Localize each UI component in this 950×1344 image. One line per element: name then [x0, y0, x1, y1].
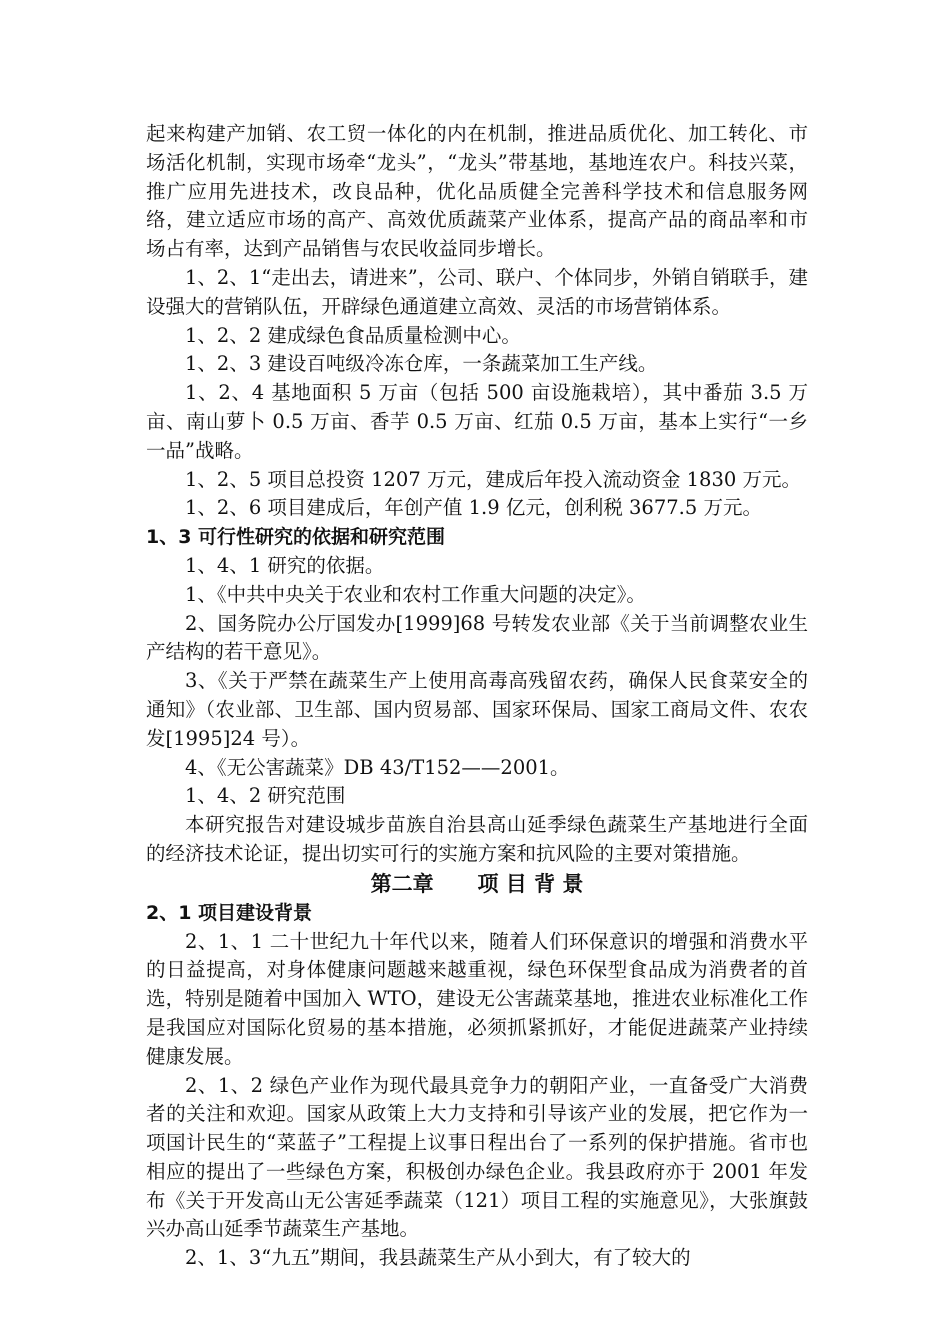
paragraph-1-2-4: 1、2、4 基地面积 5 万亩（包括 500 亩设施栽培），其中番茄 3.5 万亩、南山萝卜 0.5 万亩、香芋 0.5 万亩、红茄 0.5 万亩，基本上实行“一乡一品”战略。: [146, 381, 808, 462]
paragraph-1-2-1: 1、2、1“走出去，请进来”，公司、联户、个体同步，外销自销联手，建设强大的营销队伍，开辟绿色通道建立高效、灵活的市场营销体系。: [146, 265, 808, 318]
paragraph-intro-continuation: 起来构建产加销、农工贸一体化的内在机制，推进品质优化、加工转化、市场活化机制，实现市场牵“龙头”，“龙头”带基地，基地连农户。科技兴菜，推广应用先进技术，改良品种，优化品质健全完善科学技术和信息服务网络，建立适应市场的高产、高效优质蔬菜产业体系，提高产品的商品率和市场占有率，达到产品销售与农民收益同步增长。: [146, 122, 808, 261]
list-item-basis-3: 3、《关于严禁在蔬菜生产上使用高毒高残留农药，确保人民食菜安全的通知》（农业部、卫生部、国内贸易部、国家环保局、国家工商局文件、农农发[1995]24 号）。: [146, 669, 808, 750]
list-item-basis-2: 2、国务院办公厅国发办[1999]68 号转发农业部《关于当前调整农业生产结构的若干意见》。: [146, 611, 808, 664]
paragraph-2-1-1: 2、1、1 二十世纪九十年代以来，随着人们环保意识的增强和消费水平的日益提高，对身体健康问题越来越重视，绿色环保型食品成为消费者的首选，特别是随着中国加入 WTO，建设无公害蔬菜基地，推进农业标准化工作是我国应对国际化贸易的基本措施，必须抓紧抓好，才能促进蔬菜产业持续健康发展。: [146, 929, 808, 1068]
list-item-basis-1: 1、《中共中央关于农业和农村工作重大问题的决定》。: [185, 582, 646, 606]
section-heading-1-3: 1、3 可行性研究的依据和研究范围: [146, 526, 446, 549]
paragraph-2-1-3: 2、1、3“九五”期间，我县蔬菜生产从小到大，有了较大的: [185, 1246, 691, 1270]
paragraph-1-4-2: 1、4、2 研究范围: [185, 784, 346, 808]
chapter-title: 第二章 项 目 背 景: [370, 871, 584, 896]
paragraph-1-4-1: 1、4、1 研究的依据。: [185, 553, 385, 577]
paragraph-2-1-2: 2、1、2 绿色产业作为现代最具竞争力的朝阳产业，一直备受广大消费者的关注和欢迎。国家从政策上大力支持和引导该产业的发展，把它作为一项国计民生的“菜蓝子”工程提上议事日程出台了一系列的保护措施。省市也相应的提出了一些绿色方案，积极创办绿色企业。我县政府亦于 2001 年发布《关于开发高山无公害延季蔬菜（121）项目工程的实施意见》，大张旗鼓兴办高山延季节蔬菜生产基地。: [146, 1073, 808, 1241]
paragraph-1-2-3: 1、2、3 建设百吨级冷冻仓库，一条蔬菜加工生产线。: [185, 352, 658, 376]
paragraph-1-2-2: 1、2、2 建成绿色食品质量检测中心。: [185, 323, 521, 347]
paragraph-research-scope: 本研究报告对建设城步苗族自治县高山延季绿色蔬菜生产基地进行全面的经济技术论证，提出切实可行的实施方案和抗风险的主要对策措施。: [146, 813, 808, 865]
section-heading-2-1: 2、1 项目建设背景: [146, 901, 313, 924]
paragraph-1-2-5: 1、2、5 项目总投资 1207 万元，建成后年投入流动资金 1830 万元。: [185, 467, 801, 491]
document-page: [146, 120, 808, 1273]
paragraph-1-2-6: 1、2、6 项目建成后，年创产值 1.9 亿元，创利税 3677.5 万元。: [185, 496, 762, 520]
list-item-basis-4: 4、《无公害蔬菜》DB 43/T152——2001。: [185, 755, 570, 779]
